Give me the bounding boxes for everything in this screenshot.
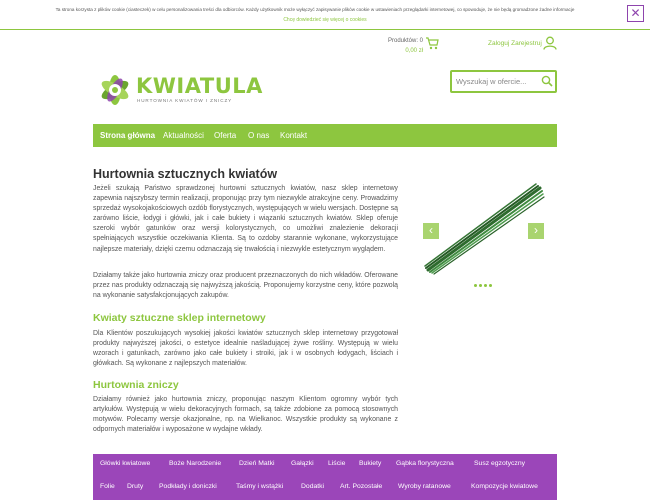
nav-home[interactable]: Strona główna <box>100 131 156 140</box>
nav-news[interactable]: Aktualności <box>163 131 204 140</box>
logo-tagline: HURTOWNIA KWIATÓW I ZNICZY <box>137 98 233 103</box>
cart-summary[interactable] <box>388 36 423 56</box>
slider-dot[interactable] <box>479 284 482 287</box>
logo-name: KWIATULA <box>136 74 263 98</box>
candles-wholesale-paragraph: Działamy również jako hurtownia zniczy, proponując naszym Klientom ogromny wybór tych artykułów. Występują w wielu dekoracyjnych formach, są także zdobione za pomocą stosownych motywów. Polecamy wersje okazjonalne, np. na Wielkanoc. Wszystkie produkty są wykonane z odpornych materiałów i wyposażone w wydajne wkłady. <box>93 396 398 434</box>
search-input[interactable] <box>456 75 536 88</box>
category-link[interactable]: Wyroby ratanowe <box>398 483 451 490</box>
page-title: Hurtownia sztucznych kwiatów <box>93 167 278 181</box>
cart-icon[interactable] <box>425 37 439 50</box>
category-link[interactable]: Bukiety <box>359 460 382 467</box>
category-link[interactable]: Art. Pozostałe <box>340 483 383 490</box>
logo[interactable] <box>95 70 263 115</box>
slider-dots <box>474 284 494 302</box>
slider-dot[interactable] <box>489 284 492 287</box>
category-link[interactable]: Kompozycje kwiatowe <box>471 483 538 490</box>
category-link[interactable]: Dodatki <box>301 483 325 490</box>
category-link[interactable]: Główki kwiatowe <box>100 460 151 467</box>
product-slider <box>420 180 547 280</box>
category-link[interactable]: Podkłady i doniczki <box>159 483 217 490</box>
category-link[interactable]: Taśmy i wstążki <box>236 483 284 490</box>
intro-paragraph: Jeżeli szukają Państwo sprawdzonej hurtowni sztucznych kwiatów, nasz sklep internetowy zapewnia najszybszy termin realizacji, proponując przy tym niezwykle atrakcyjne ceny. Prowadzimy sprzedaż wysokojakościowych ozdób florystycznych, występujących w wielu wersjach. Dostępne są zarówno liście, łodygi i główki, jak i całe bukiety i wiązanki sztucznych kwiatów. Sklep oferuje szeroki wybór gatunków oraz wersji kolorystycznych, co umożliwi znalezienie dekoracji spełniających wszystkie oczekiwania Klienta. Są to ozdoby starannie wykonane, wykorzystujące najlepsze materiały, dzięki czemu odznaczają się trwałością i niezwykle estetycznym wyglądem. <box>93 185 398 253</box>
cookie-close-button[interactable]: ✕ <box>627 5 644 22</box>
cookie-more-link[interactable]: Chcę dowiedzieć się więcej o cookies <box>283 17 367 23</box>
search-icon[interactable] <box>541 75 553 87</box>
nav-offer[interactable]: Oferta <box>214 131 237 140</box>
category-link[interactable]: Liście <box>328 460 346 467</box>
search-box <box>450 70 557 93</box>
cookie-text: Ta strona korzysta z plików cookie (ciasteczek) w celu personalizowania treści dla odbiorców. Każdy użytkownik może wyłączyć zapisywanie plików cookie w ustawieniach przeglądarki internetowej, co spowoduje, że nie będą gromadzone żadne informacje <box>55 7 575 12</box>
category-link[interactable]: Boże Narodzenie <box>169 460 222 467</box>
cookie-bar <box>0 0 650 30</box>
slider-next-button[interactable]: › <box>528 223 544 239</box>
cart-total: 0,00 zł <box>405 48 424 54</box>
nav-contact[interactable]: Kontakt <box>280 131 308 140</box>
flowers-paragraph: Dla Klientów poszukujących wysokiej jakości kwiatów sztucznych sklep internetowy przygotował produkty najwyższej jakości, o estetyce idealnie naśladującej żywe rośliny. Występują w wielu wzorach i gatunkach, zarówno jako całe bukiety i stroiki, jak i w osobnych łodygach, liściach i główkach. Są wykonane z najlepszych materiałów. <box>93 330 398 368</box>
account-links[interactable]: Zaloguj Zarejestruj <box>488 40 542 47</box>
category-link[interactable]: Susz egzotyczny <box>474 460 525 467</box>
section-heading-candles: Hurtownia zniczy <box>93 379 179 391</box>
category-bar <box>93 454 557 500</box>
flower-logo-icon <box>95 70 135 110</box>
slider-dot[interactable] <box>474 284 477 287</box>
category-link[interactable]: Gałązki <box>291 460 314 467</box>
category-link[interactable]: Folie <box>100 483 115 490</box>
category-link[interactable]: Druty <box>127 483 144 490</box>
category-link[interactable]: Gąbka florystyczna <box>396 460 454 467</box>
candles-paragraph: Działamy także jako hurtownia zniczy oraz producent przeznaczonych do nich wkładów. Oferowane przez nas produkty odznaczają się najwyższą jakością. Proponujemy korzystne ceny, które pozwolą na wykonanie satysfakcjonujących zakupów. <box>93 272 398 300</box>
slider-dot[interactable] <box>484 284 487 287</box>
category-link[interactable]: Dzień Matki <box>239 460 275 467</box>
slider-prev-button[interactable]: ‹ <box>423 223 439 239</box>
user-icon[interactable] <box>543 36 557 50</box>
section-heading-flowers: Kwiaty sztuczne sklep internetowy <box>93 312 266 324</box>
nav-about[interactable]: O nas <box>248 131 270 140</box>
main-nav <box>93 124 557 147</box>
cart-count: Produktów: 0 <box>388 38 424 44</box>
